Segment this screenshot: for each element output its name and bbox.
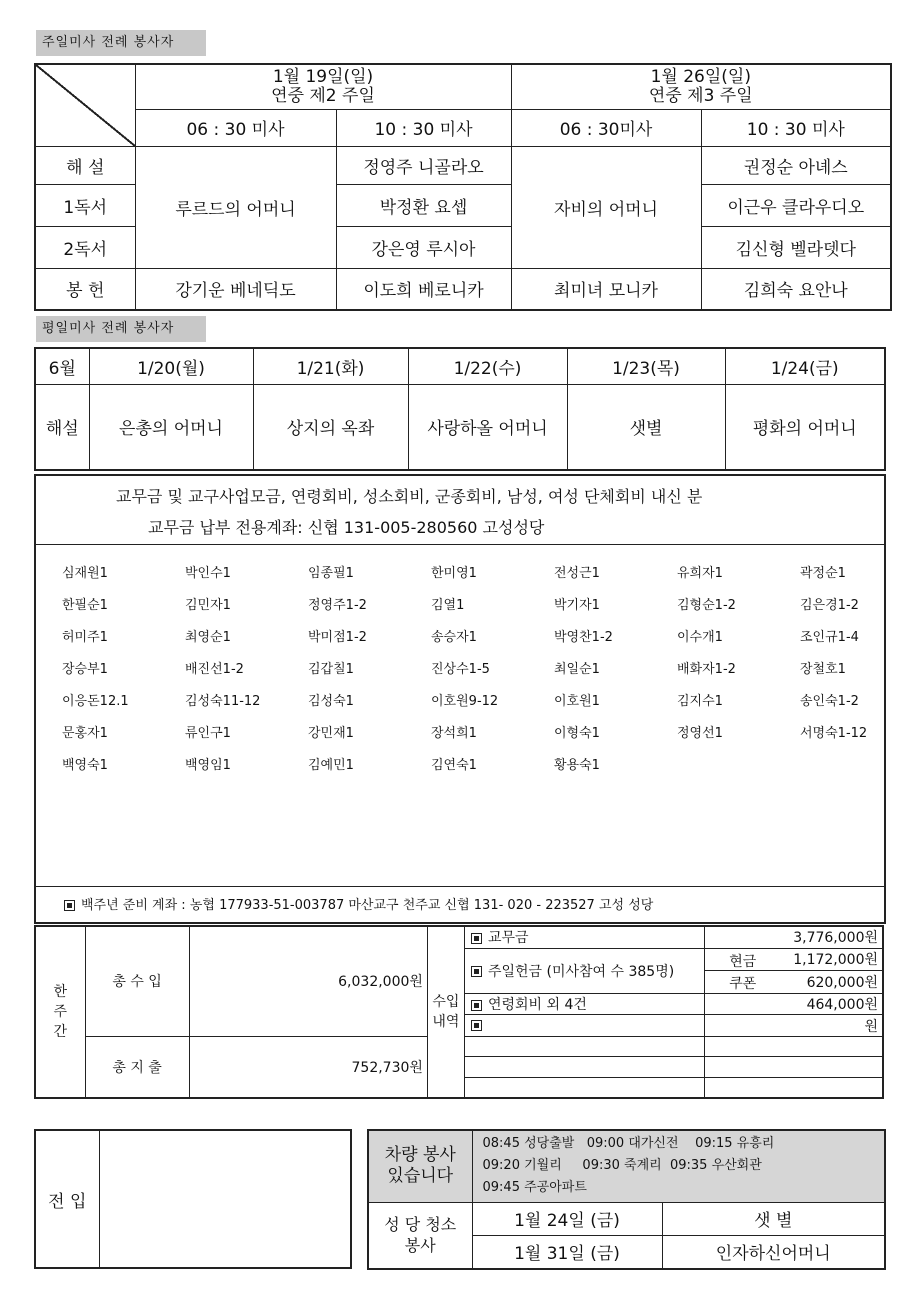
donor-name: 이호원1 (554, 694, 600, 709)
role-offertory: 봉 헌 (35, 268, 135, 310)
donor-name: 장철호1 (800, 662, 846, 677)
week1-mass2-offertory: 이도희 베로니카 (336, 268, 511, 310)
empty-cell (705, 1036, 883, 1057)
week2-mass1-offertory: 최미녀 모니카 (511, 268, 701, 310)
cleaning-label-text: 성 당 청소 봉사 (384, 1215, 457, 1256)
donor-name: 배화자1-2 (677, 662, 736, 677)
sunday-section-title-text: 주일미사 전례 봉사자 (42, 35, 175, 50)
transfer-in-content (99, 1130, 351, 1268)
checkbox-icon (64, 900, 75, 911)
donor-name: 김은경1-2 (800, 598, 859, 613)
item-memorial-fee-value: 464,000원 (705, 993, 883, 1015)
weekday-date-thu: 1/23(목) (567, 348, 725, 384)
item-blank (464, 1015, 704, 1037)
checkbox-icon (471, 1020, 482, 1031)
vehicle-line2: 09:20 기월리 09:30 죽계리 09:35 우산회관 (482, 1158, 762, 1174)
coupon-value: 620,000원 (806, 974, 878, 991)
donor-name: 박미점1-2 (308, 630, 367, 645)
income-label: 총 수 입 (85, 926, 189, 1036)
item-memorial-fee-label: 연령회비 외 4건 (487, 997, 587, 1013)
week2-name: 연중 제3 주일 (648, 85, 753, 106)
donor-name: 조인규1-4 (800, 630, 859, 645)
item-sunday-offering-label: 주일헌금 (미사참여 수 385명) (487, 963, 675, 980)
donor-name: 장석희1 (431, 726, 477, 741)
donor-name: 문홍자1 (62, 726, 108, 741)
donor-name: 김연숙1 (431, 758, 477, 773)
week2-header (511, 64, 891, 109)
expense-label: 총 지 출 (85, 1036, 189, 1098)
donor-name: 김성숙1 (308, 694, 354, 709)
income-detail-label (427, 926, 464, 1098)
donor-name: 김지수1 (677, 694, 723, 709)
donor-name: 이호원9-12 (431, 694, 499, 709)
week1-name: 연중 제2 주일 (271, 85, 375, 106)
sunday-schedule-table (34, 63, 892, 311)
donor-name: 김형순1-2 (677, 598, 736, 613)
week2-mass1-header: 06 : 30미사 (511, 109, 701, 146)
item-memorial-fee (464, 993, 704, 1015)
week2-date: 1월 26일(일) (650, 66, 751, 87)
donor-name: 이수개1 (677, 630, 723, 645)
donor-name: 정영주1-2 (308, 598, 367, 613)
donor-name: 이형숙1 (554, 726, 600, 741)
income-detail-label-text: 수입 내역 (432, 994, 460, 1030)
weekday-group-tue: 상지의 옥좌 (253, 384, 408, 470)
donor-name: 송승자1 (431, 630, 477, 645)
donor-name: 송인숙1-2 (800, 694, 859, 709)
sunday-section-title (36, 30, 206, 56)
transfer-in-table (34, 1129, 352, 1269)
finance-table (34, 925, 884, 1099)
item-tithe-value: 3,776,000원 (705, 926, 883, 948)
week1-mass1-header: 06 : 30 미사 (135, 109, 336, 146)
role-commentary: 해 설 (35, 146, 135, 184)
weekday-group-thu: 샛별 (567, 384, 725, 470)
donor-name: 김예민1 (308, 758, 354, 773)
coupon-label: 쿠폰 (729, 976, 757, 993)
week2-mass2-commentary: 권정순 아녜스 (701, 146, 891, 184)
donor-name: 김성숙11-12 (185, 694, 261, 709)
vehicle-line1: 08:45 성당출발 09:00 대가신전 09:15 유흥리 (482, 1136, 775, 1152)
donor-name: 한미영1 (431, 566, 477, 581)
donor-name: 곽정순1 (800, 566, 846, 581)
weekday-section-title-text: 평일미사 전례 봉사자 (42, 321, 175, 336)
cleaning-group-2: 인자하신어머니 (662, 1235, 885, 1269)
donor-name: 진상수1-5 (431, 662, 490, 677)
week2-mass1-group: 자비의 어머니 (511, 146, 701, 268)
week1-mass2-reading2: 강은영 루시아 (336, 226, 511, 268)
donor-name: 이응돈12.1 (62, 694, 129, 709)
donor-name: 허미주1 (62, 630, 108, 645)
role-reading2: 2독서 (35, 226, 135, 268)
donation-header-line2: 교무금 납부 전용계좌: 신협 131-005-280560 고성성당 (148, 518, 545, 537)
week1-mass1-offertory: 강기운 베네딕도 (135, 268, 336, 310)
donor-name: 한필순1 (62, 598, 108, 613)
week2-mass2-reading2: 김신형 벨라뎃다 (701, 226, 891, 268)
donor-name: 장승부1 (62, 662, 108, 677)
checkbox-icon (471, 966, 482, 977)
week1-date: 1월 19일(일) (272, 66, 374, 87)
empty-cell (464, 1077, 704, 1098)
donor-name: 박영찬1-2 (554, 630, 613, 645)
weekday-month: 6월 (35, 348, 89, 384)
donor-name: 김민자1 (185, 598, 231, 613)
donation-box (34, 474, 886, 924)
cleaning-date-2: 1월 31일 (금) (472, 1235, 662, 1269)
week1-mass1-group: 루르드의 어머니 (135, 146, 336, 268)
weekday-date-fri: 1/24(금) (725, 348, 885, 384)
finance-period-text: 한 주 간 (53, 984, 68, 1040)
transfer-in-label: 전 입 (35, 1130, 99, 1268)
weekday-group-fri: 평화의 어머니 (725, 384, 885, 470)
donation-header-line1: 교무금 및 교구사업모금, 연령회비, 성소회비, 군종회비, 남성, 여성 단체회비 내신 분 (116, 487, 703, 506)
donor-name: 최영순1 (185, 630, 231, 645)
donor-name: 배진선1-2 (185, 662, 244, 677)
week1-mass2-reading1: 박정환 요셉 (336, 184, 511, 226)
vehicle-line3: 09:45 주공아파트 (482, 1180, 587, 1196)
weekday-role: 해설 (35, 384, 89, 470)
donor-name: 정영선1 (677, 726, 723, 741)
cash-label: 현금 (729, 953, 757, 970)
donor-name: 최일순1 (554, 662, 600, 677)
week1-mass2-header: 10 : 30 미사 (336, 109, 511, 146)
empty-cell (705, 1057, 883, 1078)
item-sunday-offering (464, 948, 704, 993)
vehicle-label-text: 차량 봉사 있습니다 (384, 1145, 456, 1187)
corner-diagonal-cell (35, 64, 135, 146)
vehicle-label (368, 1130, 472, 1202)
donor-name: 서명숙1-12 (800, 726, 868, 741)
donor-name: 김열1 (431, 598, 465, 613)
donation-divider (36, 886, 884, 887)
empty-cell (464, 1057, 704, 1078)
item-blank-value: 원 (705, 1015, 883, 1037)
week1-header (135, 64, 511, 109)
finance-period (35, 926, 85, 1098)
weekday-date-wed: 1/22(수) (408, 348, 567, 384)
week2-mass2-offertory: 김희숙 요안나 (701, 268, 891, 310)
income-value: 6,032,000원 (189, 926, 427, 1036)
centennial-account-text: 백주년 준비 계좌 : 농협 177933-51-003787 마산교구 천주교 신협 131- 020 - 223527 고성 성당 (81, 898, 654, 913)
cleaning-label (368, 1202, 472, 1269)
weekday-date-mon: 1/20(월) (89, 348, 253, 384)
donor-name: 임종필1 (308, 566, 354, 581)
checkbox-icon (471, 1000, 482, 1011)
weekday-section-title (36, 316, 206, 342)
coupon-row (705, 971, 883, 994)
donor-name: 심재원1 (62, 566, 108, 581)
donation-header (36, 476, 884, 545)
centennial-account (64, 894, 653, 913)
donor-name: 전성근1 (554, 566, 600, 581)
donor-name: 강민재1 (308, 726, 354, 741)
weekday-schedule-table (34, 347, 886, 471)
week1-mass2-commentary: 정영주 니골라오 (336, 146, 511, 184)
vehicle-cleaning-table (367, 1129, 886, 1270)
week2-mass2-reading1: 이근우 클라우디오 (701, 184, 891, 226)
weekday-group-wed: 사랑하올 어머니 (408, 384, 567, 470)
item-tithe (464, 926, 704, 948)
donor-name: 박인수1 (185, 566, 231, 581)
weekday-group-mon: 은총의 어머니 (89, 384, 253, 470)
weekday-date-tue: 1/21(화) (253, 348, 408, 384)
donor-name: 백영임1 (185, 758, 231, 773)
empty-cell (705, 1077, 883, 1098)
donor-name: 백영숙1 (62, 758, 108, 773)
expense-value: 752,730원 (189, 1036, 427, 1098)
donor-name: 김갑칠1 (308, 662, 354, 677)
cleaning-date-1: 1월 24일 (금) (472, 1202, 662, 1235)
cash-row (705, 948, 883, 971)
cleaning-group-1: 샛 별 (662, 1202, 885, 1235)
checkbox-icon (471, 933, 482, 944)
week2-mass2-header: 10 : 30 미사 (701, 109, 891, 146)
role-reading1: 1독서 (35, 184, 135, 226)
donor-name: 유희자1 (677, 566, 723, 581)
cash-value: 1,172,000원 (793, 952, 878, 969)
donor-name: 박기자1 (554, 598, 600, 613)
donor-name: 황용숙1 (554, 758, 600, 773)
donor-name: 류인구1 (185, 726, 231, 741)
item-tithe-label: 교무금 (487, 930, 529, 947)
donor-list (62, 564, 919, 775)
vehicle-schedule (472, 1130, 885, 1202)
empty-cell (464, 1036, 704, 1057)
